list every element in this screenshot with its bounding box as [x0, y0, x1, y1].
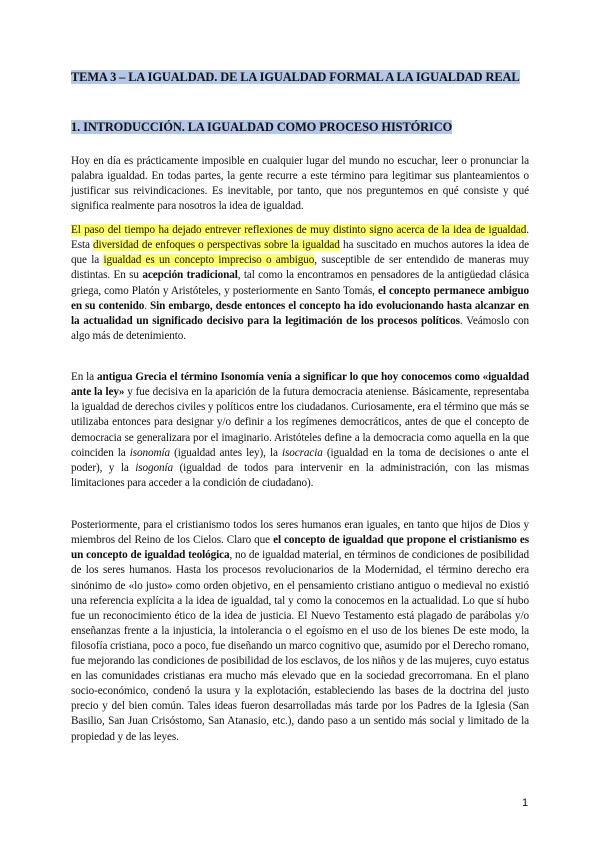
text-run: .: [144, 299, 151, 312]
section-heading: [71, 119, 531, 135]
text-run: y fue decisiva en la aparición de la futura democracia ateniense. Básicamente, representaba la igualdad de derechos civiles y políticos entre los ciudadanos. Curiosamente, era el término que más se utilizaba entonces para designar y/o definir a los regímenes democráticos, antes de que el concepto de democracia se generalizara por el imaginario. Aristóteles define a la democracia como aquella en la que coinciden la: [71, 386, 530, 459]
text-run: ha suscitado en muchos autores la idea de que la: [71, 239, 529, 267]
text-run: (igualdad en la toma de decisiones o ante el poder), y la: [71, 446, 530, 474]
paragraph-christianity: [71, 518, 529, 744]
highlighted-text: El paso del tiempo ha dejado entrever reflexiones de muy distinto signo acerca de la idea de igualdad: [71, 224, 527, 237]
section-heading-highlight: 1. INTRODUCCIÓN. LA IGUALDAD COMO PROCESO HISTÓRICO: [71, 120, 453, 134]
highlighted-text: igualdad es un concepto impreciso o ambiguo: [103, 254, 315, 267]
text-run: En la: [71, 371, 97, 384]
text-run: Posteriormente, para el cristianismo todos los seres humanos eran iguales, en tanto que hijos de Dios y miembros del Reino de los Cielos. Claro que: [71, 519, 529, 547]
text-run: (igualdad antes ley), la: [169, 446, 282, 459]
bold-text: Sin embargo, desde entonces el concepto ha ido evolucionando hasta alcanzar en la actualidad un significado decisivo para la legitimación de los procesos políticos: [71, 299, 529, 327]
italic-term: isonomía: [129, 446, 170, 459]
paragraph-intro: Hoy en día es prácticamente imposible en cualquier lugar del mundo no escuchar, leer o pronunciar la palabra igualdad. En todas partes, la gente recurre a este término para legitimar sus planteamientos o justificar sus reivindicaciones. Es inevitable, por tanto, que nos preguntemos en qué consiste y qué significa realmente para nosotros la idea de igualdad.: [71, 155, 529, 213]
page-number: 1: [522, 797, 529, 809]
document-title: [71, 69, 531, 85]
paragraph-greece: [71, 370, 529, 491]
text-run: , tal como la encontramos en pensadores de la antigüedad clásica griega, como Platón y Aristóteles, y posteriormente en Santo Tomás,: [71, 269, 530, 297]
text-run: (igualdad de todos para intervenir en la administración, con las mismas limitaciones para acceder a la condición de ciudadano).: [71, 461, 529, 489]
italic-term: isogonía: [135, 461, 173, 474]
bold-text: acepción tradicional: [142, 269, 238, 282]
text-run: , susceptible de ser entendido de maneras muy distintas. En su: [71, 254, 529, 282]
italic-term: isocracia: [282, 446, 323, 459]
title-highlight: TEMA 3 – LA IGUALDAD. DE LA IGUALDAD FORMAL A LA IGUALDAD REAL: [71, 70, 520, 84]
bold-text: antigua Grecia el término Isonomía venía a significar lo que hoy conocemos como «igualdad ante la ley»: [71, 371, 530, 399]
text-run: . Esta: [71, 224, 529, 252]
bold-text: el concepto permanece ambiguo en su contenido: [71, 284, 530, 312]
highlighted-text: diversidad de enfoques o perspectivas sobre la igualdad: [93, 239, 340, 252]
paragraph-concept: [71, 223, 529, 344]
bold-text: el concepto de igualdad que propone el cristianismo es un concepto de igualdad teológica: [71, 534, 529, 562]
text-run: , no de igualdad material, en términos de condiciones de posibilidad de los seres humanos. Hasta los procesos revolucionarios de la Modernidad, el término derecho era sinónimo de «lo justo» como orden objetivo, en el pensamiento cristiano antiguo o medieval no existió una referencia explícita a la idea de igualdad, tal y como la conocemos en la actualidad. Lo que sí hubo fue un reconocimiento ético de la idea de justicia. El Nuevo Testamento está plagado de parábolas y/o enseñanzas frente a la injusticia, la intolerancia o el egoísmo en el uso de los bienes De este modo, la filosofía cristiana, poco a poco, fue diseñando un marco cognitivo que, asumido por el Derecho romano, fue mejorando las condiciones de posibilidad de los esclavos, de los niños y de las mujeres, cuyo estatus en las comunidades cristianas era mucho más elevado que en la sociedad grecorromana. En el plano socio-económico, condenó la usura y la explotación, estableciendo las bases de la doctrina del justo precio y del bien común. Tales ideas fueron desarrolladas más tarde por los Padres de la Iglesia (San Basilio, San Juan Crisóstomo, San Atanasio, etc.), dando paso a un sentido más social y limitado de la propiedad y de las leyes.: [71, 549, 530, 743]
text-run: . Veámoslo con algo más de detenimiento.: [71, 314, 530, 342]
